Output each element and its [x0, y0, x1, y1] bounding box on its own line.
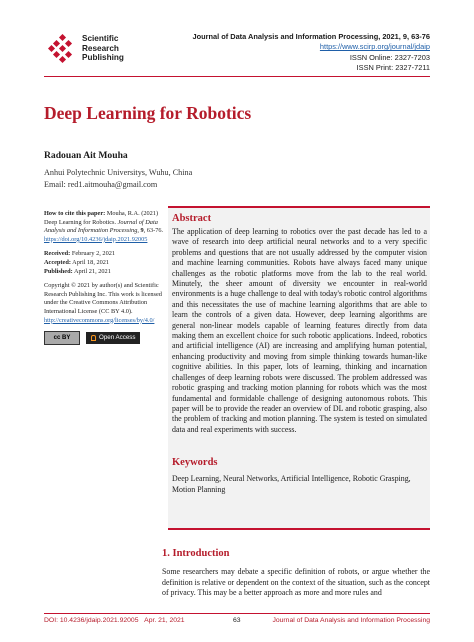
copyright-block — [44, 282, 164, 325]
cite-volume: 9 — [140, 227, 144, 235]
open-access-badge[interactable] — [86, 332, 140, 344]
paper-title: Deep Learning for Robotics — [44, 103, 252, 123]
introduction-text: Some researchers may debate a specific definition of robots, or argue whether the definition is relative or dependent on the context of the situation, such as the concept of privacy. This may be a better approach as more and more rules and — [162, 567, 430, 598]
introduction-heading: 1. Introduction — [162, 548, 230, 559]
received-date: February 2, 2021 — [71, 250, 116, 258]
article-sidebar — [44, 210, 164, 345]
issn-print: ISSN Print: 2327-7211 — [356, 63, 430, 73]
abstract-heading: Abstract — [172, 213, 212, 224]
publisher-logo-text — [82, 34, 124, 63]
footer-date: Apr. 21, 2021 — [144, 617, 185, 624]
accepted-date: April 18, 2021 — [72, 258, 110, 266]
cite-pages: , 63-76. — [143, 227, 164, 235]
dates-block — [44, 250, 164, 276]
journal-url-link[interactable]: https://www.scirp.org/journal/jdaip — [319, 42, 430, 52]
copyright-text: Copyright © 2021 by author(s) and Scientific Research Publishing Inc. This work is licensed under the Creative Commons Attribution International License (CC BY 4.0). — [44, 282, 162, 315]
srp-logo-icon — [48, 34, 78, 64]
issn-online: ISSN Online: 2327-7203 — [349, 52, 430, 62]
cite-doi-link[interactable]: https://doi.org/10.4236/jdaip.2021.92005 — [44, 235, 148, 243]
cite-journal: Journal of Data Analysis and Information Processing — [44, 218, 158, 235]
abstract-top-rule — [168, 206, 430, 208]
open-lock-icon — [91, 335, 96, 341]
keywords-text: Deep Learning, Neural Networks, Artificial Intelligence, Robotic Grasping, Motion Planning — [172, 474, 411, 494]
author-affiliation — [44, 167, 192, 190]
abstract-bottom-rule — [168, 528, 430, 530]
citation-block: How to cite this paper: Mouha, R.A. (2021) Deep Learning for Robotics. Journal of Data Analysis and Information Processing, 9, 63-76. https://doi.org/10.4236/jdaip.2021.92005 — [44, 210, 164, 243]
logo-line: Research — [82, 43, 119, 53]
journal-info — [192, 32, 430, 74]
license-badges — [44, 331, 164, 345]
journal-citation: Journal of Data Analysis and Information Processing, 2021, 9, 63-76 — [192, 32, 430, 41]
footer-journal: Journal of Data Analysis and Information Processing — [272, 617, 430, 624]
cc-by-badge-icon[interactable]: cc BY — [44, 331, 80, 345]
published-date: April 21, 2021 — [73, 267, 111, 275]
received-label: Received: — [44, 250, 71, 258]
cite-label: How to cite this paper: — [44, 210, 106, 217]
open-access-label: Open Access — [99, 333, 136, 341]
cite-text: Mouha, R.A. (2021) Deep Learning for Robotics. — [44, 210, 159, 226]
author-name: Radouan Ait Mouha — [44, 150, 128, 161]
footer-doi-date — [44, 617, 185, 624]
footer-divider — [44, 613, 430, 614]
affiliation-text: Anhui Polytechnic Universitys, Wuhu, China — [44, 168, 193, 177]
page-number: 63 — [233, 617, 241, 624]
accepted-label: Accepted: — [44, 258, 71, 266]
header-divider — [44, 76, 430, 77]
abstract-text: The application of deep learning to robotics over the past decade has led to a wave of research into deep artificial neural networks and to a very specific problems and questions that are not usually addressed by the computer vision and machine learning communities. Robots have always faced many unique challenges as the robotic platforms move from the lab to the real world. Minutely, the sheer amount of diversity we encounter in real-world environments is a huge challenge to deal with today's robotic control algorithms and this necessitates the use of machine learning algorithms that are able to learn the controls of a given data. However, deep learning algorithms are general non-linear models capable of learning features directly from data making them an excellent choice for such robotic applications. Indeed, robotics and artificial intelligence (AI) are increasing and amplifying human potential, enhancing productivity and moving from simple thinking towards human-like cognitive abilities. In this paper, lots of learning, thinking and incarnation challenges of deep learning robots were discussed. The problem addressed was robotic grasping and tracking motion planning for robots which was the most fundamental and formidable challenge of designing autonomous robots. This paper will be to provide the reader an overview of DL and robotic grasping, also the problem of tracking and motion planning. The system is tested on simulated data and real experiments with success. — [172, 227, 427, 434]
logo-line: Publishing — [82, 53, 124, 63]
published-label: Published: — [44, 267, 73, 275]
author-email: Email: red1.aitmouha@gmail.com — [44, 179, 158, 189]
license-link[interactable]: http://creativecommons.org/licenses/by/4.0/ — [44, 316, 155, 324]
logo-line: Scientific — [82, 34, 119, 43]
footer-doi: DOI: 10.4236/jdaip.2021.92005 — [44, 617, 139, 624]
keywords-heading: Keywords — [172, 457, 218, 468]
